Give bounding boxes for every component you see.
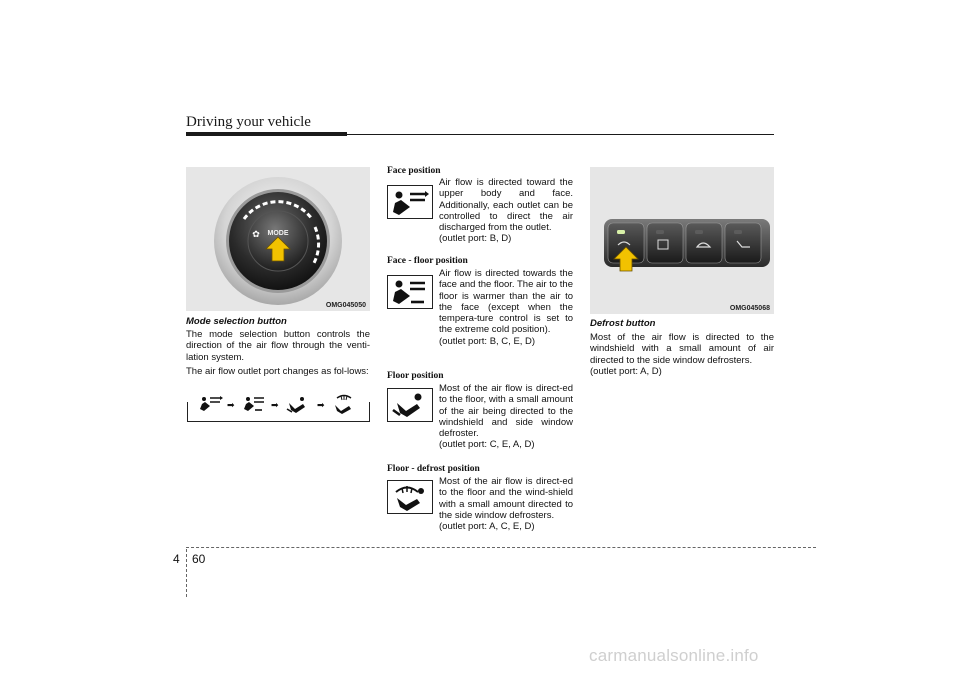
face-vent-icon — [388, 186, 432, 218]
arrow-right-icon: ➡ — [227, 401, 235, 411]
footer-vline — [186, 549, 187, 597]
knob-label: MODE — [267, 230, 289, 237]
header-title: Driving your vehicle — [186, 114, 311, 130]
position-heading: Face position — [387, 166, 441, 176]
header-rule-thick — [186, 132, 347, 136]
floor-vent-icon — [388, 389, 432, 421]
photo-code: OMG045050 — [325, 302, 366, 309]
page-number: 60 — [192, 552, 206, 566]
mode-sequence — [187, 393, 371, 423]
watermark: carmanualsonline.info — [589, 646, 759, 665]
face-floor-vent-icon — [388, 276, 432, 308]
position-text: Air flow is directed towards the face and the floor. The air to the floor is warmer than the air to the face (except when the tempera-ture control is set to the extreme cold position). (outlet port: B, C, E, D) — [439, 268, 573, 347]
defrost-panel-illustration — [590, 167, 774, 314]
position-heading: Face - floor position — [387, 256, 468, 266]
mode-para-2: The air flow outlet port changes as fol-lows: — [186, 366, 369, 377]
position-text: Most of the air flow is direct-ed to the floor and the wind-shield with a small amount directed to the side window defrosters. (outlet port: A, C, E, D) — [439, 476, 573, 533]
floor-vent-icon — [287, 397, 305, 413]
mode-knob-illustration — [186, 167, 370, 311]
floor-vent-icon-box — [387, 388, 433, 422]
floor-defrost-vent-icon-box — [387, 480, 433, 514]
svg-text:✿: ✿ — [252, 229, 260, 239]
mode-para-1: The mode selection button controls the direction of the air flow through the venti-lation system. — [186, 329, 370, 363]
mode-heading: Mode selection button — [186, 316, 287, 327]
defrost-panel-photo — [590, 167, 774, 314]
photo-code: OMG045068 — [729, 305, 770, 312]
position-heading: Floor - defrost position — [387, 464, 480, 474]
floor-defrost-vent-icon — [388, 481, 432, 513]
defrost-para: Most of the air flow is directed to the windshield with a small amount of air directed to the side window defrosters. (outlet port: A, D) — [590, 332, 774, 377]
defrost-heading: Defrost button — [590, 318, 656, 329]
face-vent-icon-box — [387, 185, 433, 219]
arrow-right-icon: ➡ — [271, 401, 279, 411]
face-floor-vent-icon — [244, 397, 264, 411]
position-text: Air flow is directed toward the upper body and face. Additionally, each outlet can be controlled to direct the air discharged from the outlet. (outlet port: B, D) — [439, 177, 573, 245]
position-text: Most of the air flow is direct-ed to the floor, with a small amount of the air being directed to the windshield and side window defroster. (outlet port: C, E, A, D) — [439, 383, 573, 451]
header-rule-thin — [347, 134, 774, 135]
arrow-right-icon: ➡ — [317, 401, 325, 411]
chapter-number: 4 — [173, 552, 180, 566]
face-vent-icon — [200, 396, 223, 411]
mode-knob-photo — [186, 167, 370, 311]
position-heading: Floor position — [387, 371, 444, 381]
footer-rule — [186, 547, 816, 548]
face-floor-vent-icon-box — [387, 275, 433, 309]
floor-defrost-vent-icon — [335, 395, 351, 414]
